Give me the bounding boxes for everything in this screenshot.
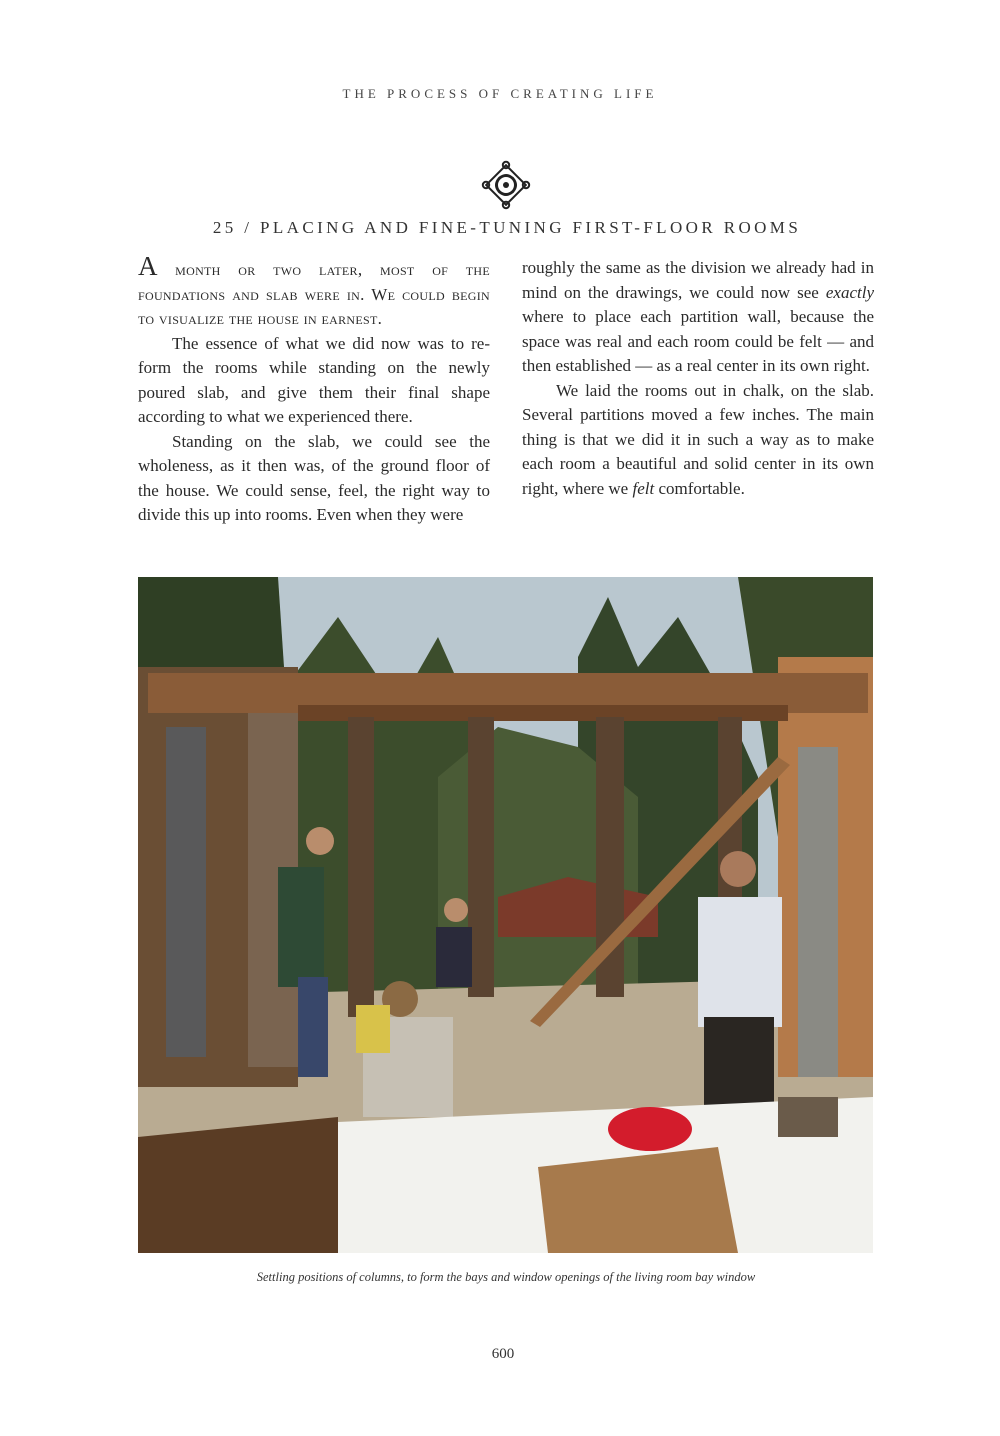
page-number: 600	[491, 1346, 515, 1362]
knot-ornament-icon	[479, 158, 533, 212]
photo-illustration	[138, 577, 873, 1253]
text-run: We laid the rooms out in chalk, on the slab. Several partitions moved a few inches. The main thing is that we did it in such a way as to make each room a beautiful and solid center in its own right, where we	[522, 380, 874, 498]
photo-caption: Settling positions of columns, to form the bays and window openings of the living room bay window	[256, 1270, 756, 1284]
paragraph: The essence of what we did now was to re-form the rooms while standing on the newly poured slab, and give them their final shape according to what we experienced there.	[138, 333, 490, 426]
paragraph: Standing on the slab, we could see the wholeness, as it then was, of the ground floor of the house. We could sense, feel, the right way to divide this up into rooms. Even when they were	[138, 431, 490, 524]
left-text-column	[138, 251, 490, 528]
text-run: comfortable.	[654, 478, 745, 498]
construction-site-photo	[138, 577, 873, 1253]
emphasis: exactly	[825, 282, 874, 302]
paragraph	[522, 256, 874, 379]
drop-cap: A	[138, 251, 158, 281]
opening-smallcaps: month or two later, most of the foundations and slab were in. We could begin to visualize the house in earnest.	[138, 260, 490, 328]
right-text-column	[522, 256, 874, 501]
running-head: THE PROCESS OF CREATING LIFE	[342, 86, 658, 101]
paragraph	[522, 379, 874, 502]
emphasis: felt	[632, 478, 655, 498]
text-run: roughly the same as the division we already had in mind on the drawings, we could now see	[522, 258, 874, 302]
text-run: where to place each partition wall, because the space was real and each room could be felt — and then established — as a real center in its own right.	[522, 307, 874, 375]
opening-paragraph	[138, 251, 490, 332]
chapter-title: 25 / PLACING AND FINE-TUNING FIRST-FLOOR ROOMS	[212, 218, 802, 237]
